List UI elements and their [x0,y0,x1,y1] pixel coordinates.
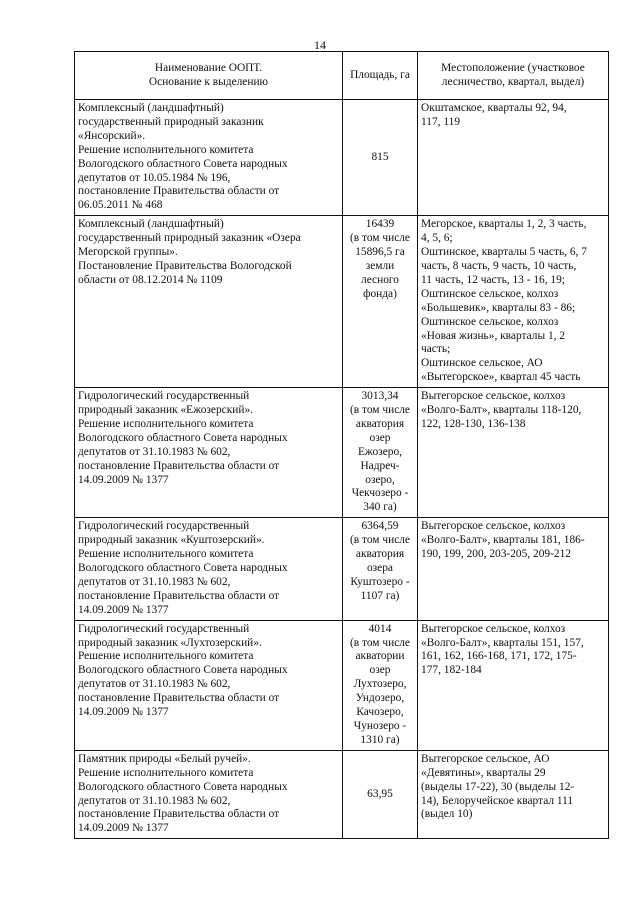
name-line: 14.09.2009 № 1377 [78,473,169,486]
table-row [75,100,609,216]
name-line: депутатов от 31.10.1983 № 602, [78,794,231,807]
area-line: земли [365,259,395,272]
name-line: Решение исполнительного комитета [78,650,254,663]
area-line: (в том числе [349,404,410,417]
location-cell [418,100,609,216]
name-line: Решение исполнительного комитета [78,766,254,779]
name-line: природный заказник «Лухтозерский». [78,636,262,649]
area-line: лесного [361,273,399,286]
header-area [343,52,418,100]
table-row [75,620,609,750]
area-line: (в том числе [349,534,410,547]
name-line: Гидрологический государственный [78,622,250,635]
area-line: 63,95 [367,787,393,800]
area-line: Чекчозеро - [351,487,409,500]
name-line: природный заказник «Ежозерский». [78,404,253,417]
header-line: Местоположение (участковое [441,61,585,74]
name-line: постановление Правительства области от [78,185,280,198]
location-line: «Девятины», кварталы 29 [421,766,546,779]
location-line: 161, 162, 166-168, 171, 172, 175- [421,650,577,663]
location-cell [418,518,609,620]
header-name [75,52,343,100]
name-line: Решение исполнительного комитета [78,143,254,156]
area-line: озер [369,664,391,677]
name-line: 14.09.2009 № 1377 [78,706,169,719]
area-line: озеро, [365,473,395,486]
area-line: Ундозеро, [355,692,405,705]
name-line: Вологодского областного Совета народных [78,664,288,677]
area-cell [343,750,418,838]
area-line: 3013,34 [361,390,399,403]
location-cell [418,388,609,518]
name-line: государственный природный заказник «Озера [78,232,301,245]
header-line: Наименование ООПТ. [154,61,263,74]
area-line: 1310 га) [360,733,400,746]
name-line: депутатов от 31.10.1983 № 602, [78,445,231,458]
name-line: Гидрологический государственный [78,520,250,533]
area-line: 6364,59 [361,520,399,533]
name-line: области от 08.12.2014 № 1109 [78,273,223,286]
area-line: 4014 [368,622,392,635]
page-number: 14 [314,38,326,52]
name-line: Решение исполнительного комитета [78,548,254,561]
area-cell [343,100,418,216]
area-line: 815 [371,150,389,163]
location-line: Вытегорское сельское, колхоз [421,520,566,533]
name-line: Вологодского областного Совета народных [78,780,288,793]
location-line: Оштинское, кварталы 5 часть, 6, 7 [421,246,587,259]
name-line: 14.09.2009 № 1377 [78,822,169,835]
location-line: часть; [421,343,451,356]
area-line: Куштозеро - [350,575,410,588]
oopt-table [74,51,609,839]
location-line: «Волго-Балт», кварталы 118-120, [421,404,582,417]
name-cell [75,518,343,620]
area-cell [343,518,418,620]
location-line: Вытегорское сельское, колхоз [421,622,566,635]
name-line: «Янсорский». [78,129,146,142]
area-line: 15896,5 га [355,246,405,259]
name-line: государственный природный заказник [78,115,264,128]
location-line: Оштинское сельское, колхоз [421,287,559,300]
name-line: постановление Правительства области от [78,692,280,705]
location-line: часть, 8 часть, 9 часть, 10 часть, [421,259,577,272]
location-line: (выдел 10) [421,808,473,821]
area-line: (в том числе [349,232,410,245]
area-line: Надреч- [360,459,400,472]
table-row [75,216,609,388]
header-location [418,52,609,100]
name-line: Постановление Правительства Вологодской [78,259,292,272]
name-line: депутатов от 10.05.1984 № 196, [78,171,231,184]
area-line: фонда) [363,287,397,300]
name-cell [75,388,343,518]
location-line: «Новая жизнь», кварталы 1, 2 [421,329,566,342]
area-line: Лухтозеро, [353,678,407,691]
name-line: постановление Правительства области от [78,589,280,602]
name-line: Комплексный (ландшафтный) [78,102,224,114]
area-cell [343,620,418,750]
table-header-row [75,52,609,100]
location-line: «Большевик», кварталы 83 - 86; [421,301,576,314]
area-line: акватория [355,417,405,430]
location-line: «Волго-Балт», кварталы 151, 157, [421,636,584,649]
name-cell [75,750,343,838]
area-line: озера [366,562,393,574]
location-line: 177, 182-184 [421,664,482,677]
area-line: акватория [355,548,405,561]
area-cell [343,216,418,388]
name-line: Комплексный (ландшафтный) [78,218,224,231]
name-line: депутатов от 31.10.1983 № 602, [78,575,231,588]
location-cell [418,750,609,838]
name-line: Вологодского областного Совета народных [78,431,288,444]
location-line: «Волго-Балт», кварталы 181, 186- [421,534,585,547]
area-line: Качозеро, [356,706,404,719]
name-line: Гидрологический государственный [78,390,250,403]
name-cell [75,620,343,750]
name-line: депутатов от 31.10.1983 № 602, [78,678,231,691]
location-line: Мегорское, кварталы 1, 2, 3 часть, [421,218,587,231]
area-line: 16439 [365,218,395,231]
header-line: Площадь, га [350,68,410,81]
table-body [75,100,609,839]
location-line: 11 часть, 12 часть, 13 - 16, 19; [421,273,565,286]
name-line: Вологодского областного Совета народных [78,562,288,574]
header-line: Основание к выделению [148,75,269,88]
location-line: «Вытегорское», квартал 45 часть [421,371,581,384]
name-cell [75,216,343,388]
name-line: природный заказник «Куштозерский». [78,534,265,547]
location-line: Окштамское, кварталы 92, 94, [421,102,567,114]
area-line: Чунозеро - [353,719,407,732]
location-line: Вытегорское сельское, колхоз [421,390,566,403]
location-line: 122, 128-130, 136-138 [421,417,526,430]
name-line: Памятник природы «Белый ручей». [78,752,251,765]
name-line: Вологодского областного Совета народных [78,157,288,170]
area-line: (в том числе [349,636,410,649]
location-line: 190, 199, 200, 203-205, 209-212 [421,548,571,561]
location-cell [418,620,609,750]
location-line: 4, 5, 6; [421,232,453,245]
table-row [75,750,609,838]
area-line: 340 га) [363,501,397,514]
name-cell [75,100,343,216]
location-cell [418,216,609,388]
name-line: постановление Правительства области от [78,808,280,821]
location-line: Оштинское сельское, АО [421,357,543,370]
location-line: Вытегорское сельское, АО [421,752,550,765]
area-line: акватории [355,650,405,663]
name-line: Мегорской группы». [78,246,178,259]
location-line: 117, 119 [421,115,461,128]
name-line: Решение исполнительного комитета [78,417,254,430]
area-line: Ежозеро, [357,445,403,458]
name-line: постановление Правительства области от [78,459,280,472]
area-line: 1107 га) [360,589,400,602]
header-line: лесничество, квартал, выдел) [441,75,585,88]
location-line: 14), Белоручейское квартал 111 [421,794,574,807]
location-line: Оштинское сельское, колхоз [421,315,559,328]
name-line: 14.09.2009 № 1377 [78,603,169,616]
table-row [75,518,609,620]
area-cell [343,388,418,518]
location-line: (выделы 17-22), 30 (выделы 12- [421,780,575,793]
table-row [75,388,609,518]
area-line: озер [369,431,391,444]
name-line: 06.05.2011 № 468 [78,199,163,212]
